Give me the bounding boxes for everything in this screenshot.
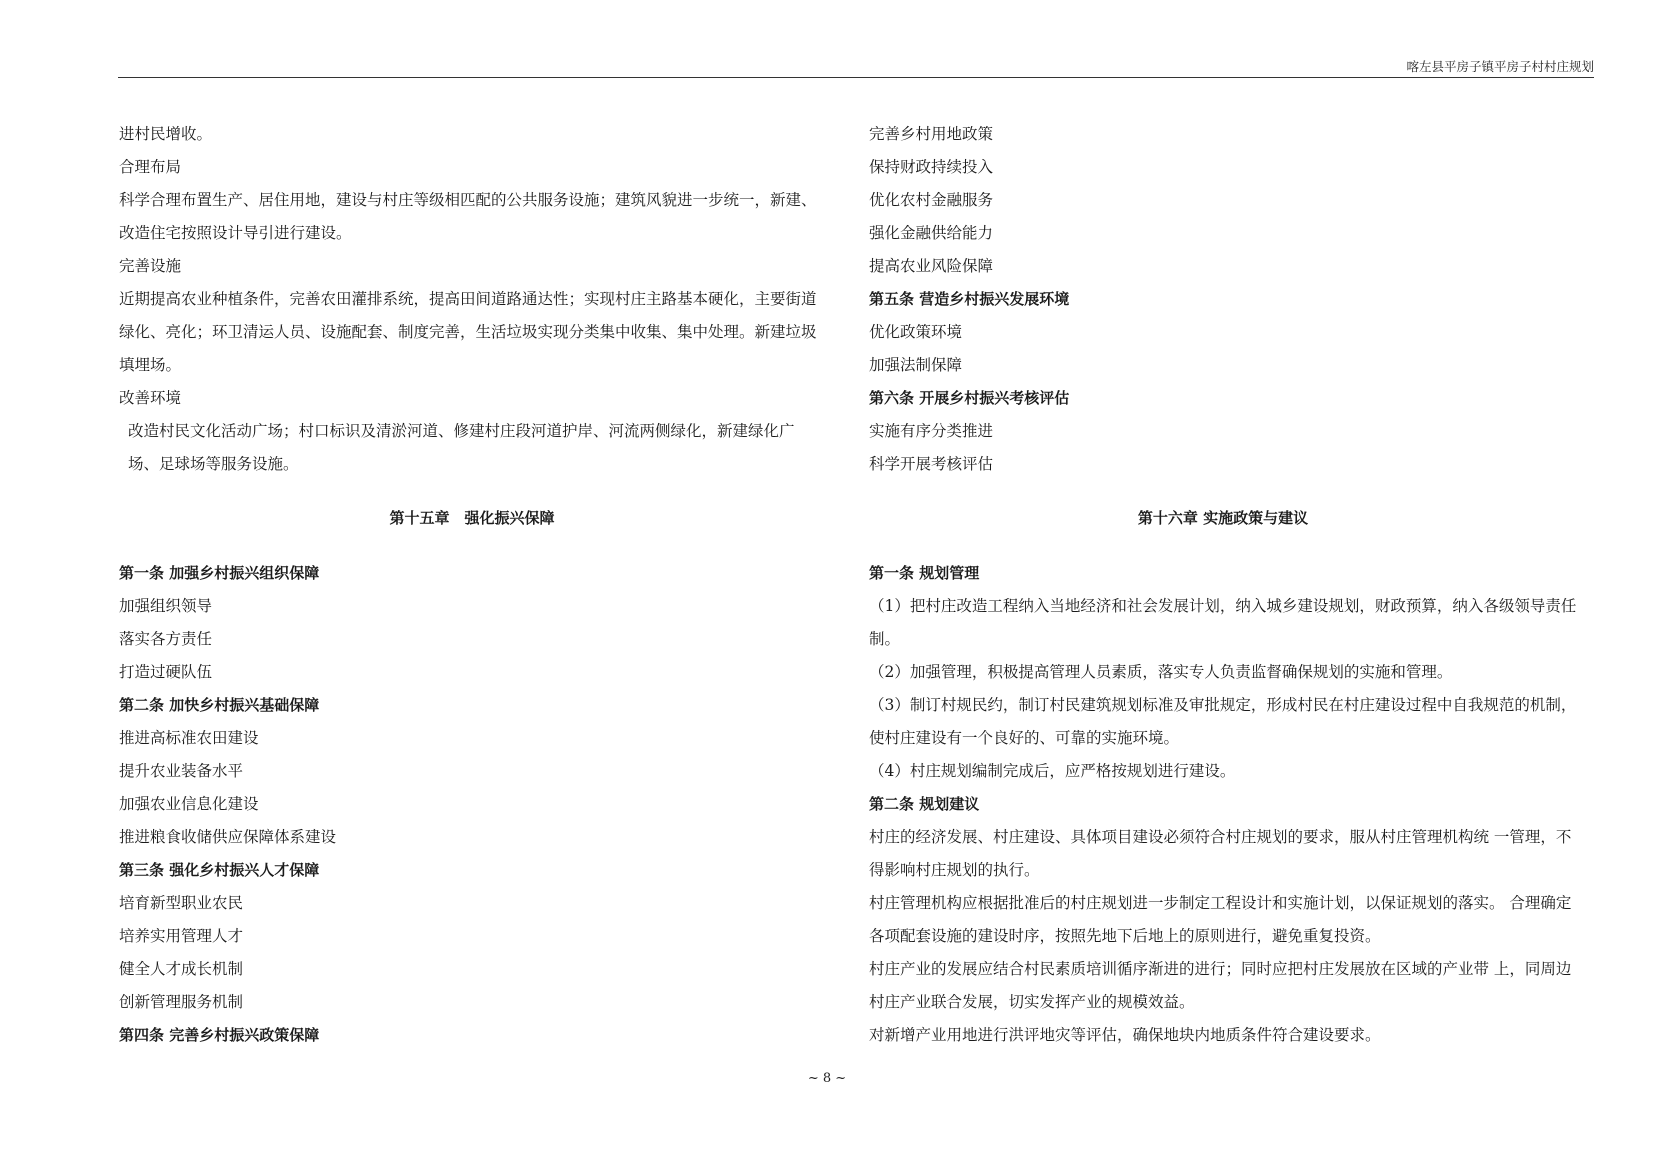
list-item: 加强农业信息化建设 (119, 795, 259, 813)
list-item: 健全人才成长机制 (119, 960, 244, 978)
list-item: 培养实用管理人才 (119, 927, 244, 945)
article-heading: 第二条 规划建议 (869, 795, 980, 813)
paragraph: 对新增产业用地进行洪评地灾等评估，确保地块内地质条件符合建设要求。 (869, 1026, 1381, 1044)
list-item: 强化金融供给能力 (869, 224, 994, 242)
list-item: 保持财政持续投入 (869, 158, 994, 176)
left-column (119, 118, 825, 1052)
section-heading: 完善设施 (119, 257, 182, 275)
list-item: 优化农村金融服务 (869, 191, 994, 209)
list-item: 加强组织领导 (119, 597, 213, 615)
paragraph: （1）把村庄改造工程纳入当地经济和社会发展计划，纳入城乡建设规划，财政预算，纳入各级领导责任制。 (869, 597, 1577, 648)
list-item: 提升农业装备水平 (119, 762, 244, 780)
paragraph: 改造村民文化活动广场；村口标识及清淤河道、修建村庄段河道护岸、河流两侧绿化，新建绿化广场、足球场等服务设施。 (128, 422, 795, 473)
article-heading: 第一条 规划管理 (869, 564, 980, 582)
section-heading: 改善环境 (119, 389, 182, 407)
article-heading: 第二条 加快乡村振兴基础保障 (119, 696, 320, 714)
list-item: 科学开展考核评估 (869, 455, 994, 473)
section-heading: 合理布局 (119, 158, 182, 176)
list-item: 完善乡村用地政策 (869, 125, 994, 143)
article-heading: 第一条 加强乡村振兴组织保障 (119, 564, 320, 582)
paragraph: 村庄的经济发展、村庄建设、具体项目建设必须符合村庄规划的要求，服从村庄管理机构统 一管理，不得影响村庄规划的执行。 (869, 828, 1572, 879)
document-header-title: 喀左县平房子镇平房子村村庄规划 (1406, 59, 1594, 74)
list-item: 打造过硬队伍 (119, 663, 213, 681)
paragraph: （2）加强管理，积极提高管理人员素质，落实专人负责监督确保规划的实施和管理。 (869, 663, 1453, 681)
article-heading: 第六条 开展乡村振兴考核评估 (869, 389, 1070, 407)
list-item: 加强法制保障 (869, 356, 963, 374)
chapter-title: 第十五章 强化振兴保障 (389, 509, 555, 527)
article-heading: 第五条 营造乡村振兴发展环境 (869, 290, 1070, 308)
paragraph: （4）村庄规划编制完成后，应严格按规划进行建设。 (869, 762, 1236, 780)
list-item: 培育新型职业农民 (119, 894, 244, 912)
page-number: ~ 8 ~ (807, 1071, 847, 1086)
chapter-title: 第十六章 实施政策与建议 (1137, 509, 1309, 527)
article-heading: 第四条 完善乡村振兴政策保障 (119, 1026, 320, 1044)
paragraph: 科学合理布置生产、居住用地，建设与村庄等级相匹配的公共服务设施；建筑风貌进一步统一，新建、改造住宅按照设计导引进行建设。 (119, 191, 817, 242)
paragraph: 村庄管理机构应根据批准后的村庄规划进一步制定工程设计和实施计划，以保证规划的落实。 合理确定各项配套设施的建设时序，按照先地下后地上的原则进行，避免重复投资。 (869, 894, 1572, 945)
right-column (869, 118, 1577, 1052)
list-item: 创新管理服务机制 (119, 993, 244, 1011)
list-item: 实施有序分类推进 (869, 422, 994, 440)
paragraph: 村庄产业的发展应结合村民素质培训循序渐进的进行；同时应把村庄发展放在区域的产业带 上，同周边村庄产业联合发展，切实发挥产业的规模效益。 (869, 960, 1572, 1011)
list-item: 落实各方责任 (119, 630, 213, 648)
article-heading: 第三条 强化乡村振兴人才保障 (119, 861, 320, 879)
paragraph: （3）制订村规民约，制订村民建筑规划标准及审批规定，形成村民在村庄建设过程中自我规范的机制，使村庄建设有一个良好的、可靠的实施环境。 (869, 696, 1577, 747)
list-item: 优化政策环境 (869, 323, 963, 341)
list-item: 推进粮食收储供应保障体系建设 (119, 828, 337, 846)
list-item: 推进高标准农田建设 (119, 729, 259, 747)
paragraph: 进村民增收。 (119, 125, 213, 143)
list-item: 提高农业风险保障 (869, 257, 994, 275)
header-divider (118, 77, 1594, 78)
paragraph: 近期提高农业种植条件，完善农田灌排系统，提高田间道路通达性；实现村庄主路基本硬化，主要街道绿化、亮化；环卫清运人员、设施配套、制度完善，生活垃圾实现分类集中收集、集中处理。新建垃圾填埋场。 (119, 290, 817, 374)
